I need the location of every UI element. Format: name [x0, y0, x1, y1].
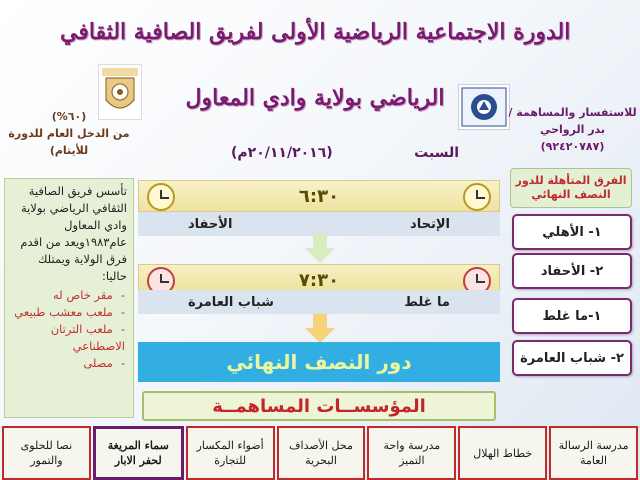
- match-2-team-left: شباب العامرة: [188, 294, 274, 310]
- sponsor-card: سماء المريغة لحفر الابار: [93, 426, 184, 480]
- inquiry-info: [505, 104, 640, 164]
- down-arrow-icon: [304, 314, 336, 344]
- match-2-team-right: ما غلط: [404, 294, 450, 310]
- date-value: (٢٠/١١/٢٠١٦م): [231, 145, 333, 161]
- down-arrow-icon: [304, 234, 336, 264]
- match-1-team-left: الأحفاد: [188, 216, 233, 232]
- qualified-team-2: ٢- الأحفاد: [512, 253, 632, 289]
- history-intro: تأسس فريق الصافية الثقافي الرياضي بولاية وادي المعاول عام١٩٨٣ويعد من اقدم فرق الولاية ويمتلك حاليا:: [20, 184, 127, 283]
- inquiry-phone: (٩٢٤٢٠٧٨٧): [540, 140, 605, 153]
- facilities-list: [11, 287, 127, 372]
- match-1-team-right: الإتحاد: [410, 216, 450, 232]
- match-2-time: ٧:٣٠: [298, 269, 340, 291]
- qualified-team-1: ١- الأهلي: [512, 214, 632, 250]
- qualified-teams-title: الفرق المتأهلة للدور النصف النهائي: [510, 168, 632, 208]
- sponsors-heading: المؤسســات المساهمــة: [142, 391, 496, 421]
- match-1-teams: [138, 212, 500, 236]
- inquiry-label: للاستفسار والمساهمة /: [508, 106, 637, 119]
- match-1-time: ٦:٣٠: [298, 185, 340, 207]
- qualified-team-4: ٢- شباب العامرة: [512, 340, 632, 376]
- clock-icon: [463, 183, 491, 211]
- match-2-teams: [138, 290, 500, 314]
- share-percent: (٦٠%): [51, 110, 87, 123]
- sponsor-card: محل الأصداف البحرية: [277, 426, 366, 480]
- sponsor-card: نصا للحلوى والتمور: [2, 426, 91, 480]
- title-line-1: الدورة الاجتماعية الرياضية الأولى لفريق الصافية الثقافي: [60, 19, 571, 45]
- sponsor-card: خطاط الهلال: [458, 426, 547, 480]
- match-date: [225, 140, 465, 166]
- list-item: -ملعب معشب طبيعي: [14, 305, 125, 319]
- list-item: -مصلى: [83, 356, 125, 370]
- date-day: السبت: [414, 145, 459, 161]
- orphans-share-info: [0, 108, 138, 168]
- sponsor-card: مدرسة واحة التميز: [367, 426, 456, 480]
- share-line-1: من الدخل العام للدورة: [8, 127, 130, 140]
- sponsor-card: أضواء المكسار للتجارة: [186, 426, 275, 480]
- club-emblem-icon: [458, 84, 510, 130]
- qualified-team-3: ١-ما غلط: [512, 298, 632, 334]
- club-history-box: [4, 178, 134, 418]
- inquiry-contact-name: بدر الرواحي: [539, 123, 606, 136]
- title-line-2: الرياضي بولاية وادي المعاول: [185, 85, 445, 111]
- clock-icon: [147, 183, 175, 211]
- share-line-2: للأيتام): [49, 144, 89, 157]
- list-item: -ملعب الترتان الاصطناعي: [50, 322, 125, 353]
- semi-final-banner: دور النصف النهائي: [138, 342, 500, 382]
- sponsor-card: مدرسة الرسالة العامة: [549, 426, 638, 480]
- match-1-time-bar: [138, 180, 500, 212]
- sponsors-row: [0, 426, 640, 480]
- list-item: -مقر خاص له: [53, 288, 125, 302]
